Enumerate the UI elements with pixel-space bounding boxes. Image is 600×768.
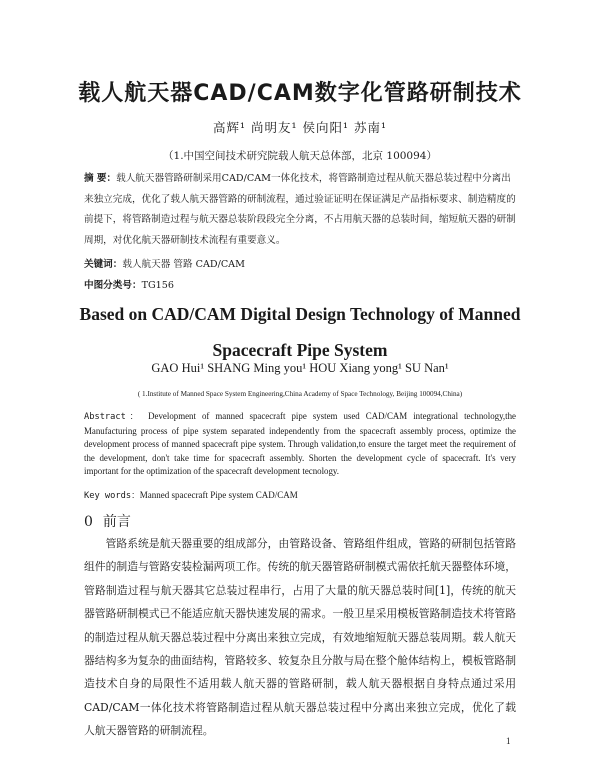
keywords-english [84, 489, 298, 501]
affiliation-chinese: （1.中国空间技术研究院载人航天总体部，北京 100094） [163, 150, 437, 162]
section-number: 0 [84, 514, 93, 530]
classification-label: 中图分类号： [84, 280, 142, 291]
keywords-chinese-text: 载人航天器 管路 CAD/CAM [122, 259, 245, 270]
body-paragraph: 管路系统是航天器重要的组成部分，由管路设备、管路组件组成，管路的研制包括管路组件的制造与管路安装检漏两项工作。传统的航天器管路研制模式需依托航天器整体环境，管路制造过程与航天器其它总装过程串行，占用了大量的航天器总装时间[1]，传统的航天器管路研制模式已不能适应航天器快速发展的需求。一般卫星采用模板管路制造技术将管路的制造过程从航天器总装过程中分离出来独立完成，有效地缩短航天器总装周期。载人航天器结构多为复杂的曲面结构，管路较多、较复杂且分散与局在整个舱体结构上，模板管路制造技术自身的局限性不适用载人航天器的管路研制，载人航天器根据自身特点通过采用CAD/CAM一体化技术将管路制造过程从航天器总装过程中分离出来独立完成，优化了载人航天器管路的研制流程。 [84, 537, 516, 738]
classification-number [84, 277, 174, 291]
abstract-chinese-text: 载人航天器管路研制采用CAD/CAM一体化技术，将管路制造过程从航天器总装过程中分离出来独立完成，优化了载人航天器管路的研制流程，通过验证证明在保证满足产品指标要求、制造精度的前提下，将管路制造过程与航天器总装阶段段完全分离，不占用航天器的总装时间，缩短航天器的研制周期，对优化航天器研制技术流程有重要意义。 [84, 173, 516, 246]
title-english-line-2: Spacecraft Pipe System [212, 340, 388, 360]
title-english-line-1: Based on CAD/CAM Digital Design Technology of Manned [79, 304, 521, 324]
abstract-english-text: Development of manned spacecraft pipe system used CAD/CAM integrational technology,the Manufacturing process of pipe system separated independently from the spacecraft assembly process, optimize the development process of manned spacecraft pipe system. Through validation,to ensure the target meet the requirement of the development, don't take time for spacecraft assembly. Shorten the development cycle of spacecraft. It's very important for the optimization of the spacecraft development tecnology. [84, 411, 516, 477]
authors-chinese: 高辉¹ 尚明友¹ 侯向阳¹ 苏南¹ [213, 120, 387, 135]
authors-english: GAO Hui¹ SHANG Ming you¹ HOU Xiang yong¹ SU Nan¹ [151, 361, 449, 375]
abstract-chinese-label: 摘 要： [84, 173, 117, 184]
section-heading [84, 511, 131, 531]
keywords-english-label: Key words： [84, 491, 140, 501]
keywords-chinese-label: 关键词： [84, 259, 123, 270]
keywords-chinese [84, 256, 245, 270]
page-number: 1 [506, 736, 511, 746]
abstract-english [84, 410, 516, 479]
keywords-english-text: Manned spacecraft Pipe system CAD/CAM [139, 490, 298, 500]
title-chinese: 载人航天器CAD/CAM数字化管路研制技术 [78, 81, 522, 106]
abstract-chinese [84, 169, 516, 251]
abstract-english-label: Abstract： [84, 412, 143, 422]
classification-value: TG156 [141, 280, 174, 291]
affiliation-english: ( 1.Institute of Manned Space System Engineering,China Academy of Space Technology, Beijing 100094,China) [137, 390, 463, 398]
section-title: 前言 [102, 514, 131, 530]
title-english [0, 296, 600, 368]
